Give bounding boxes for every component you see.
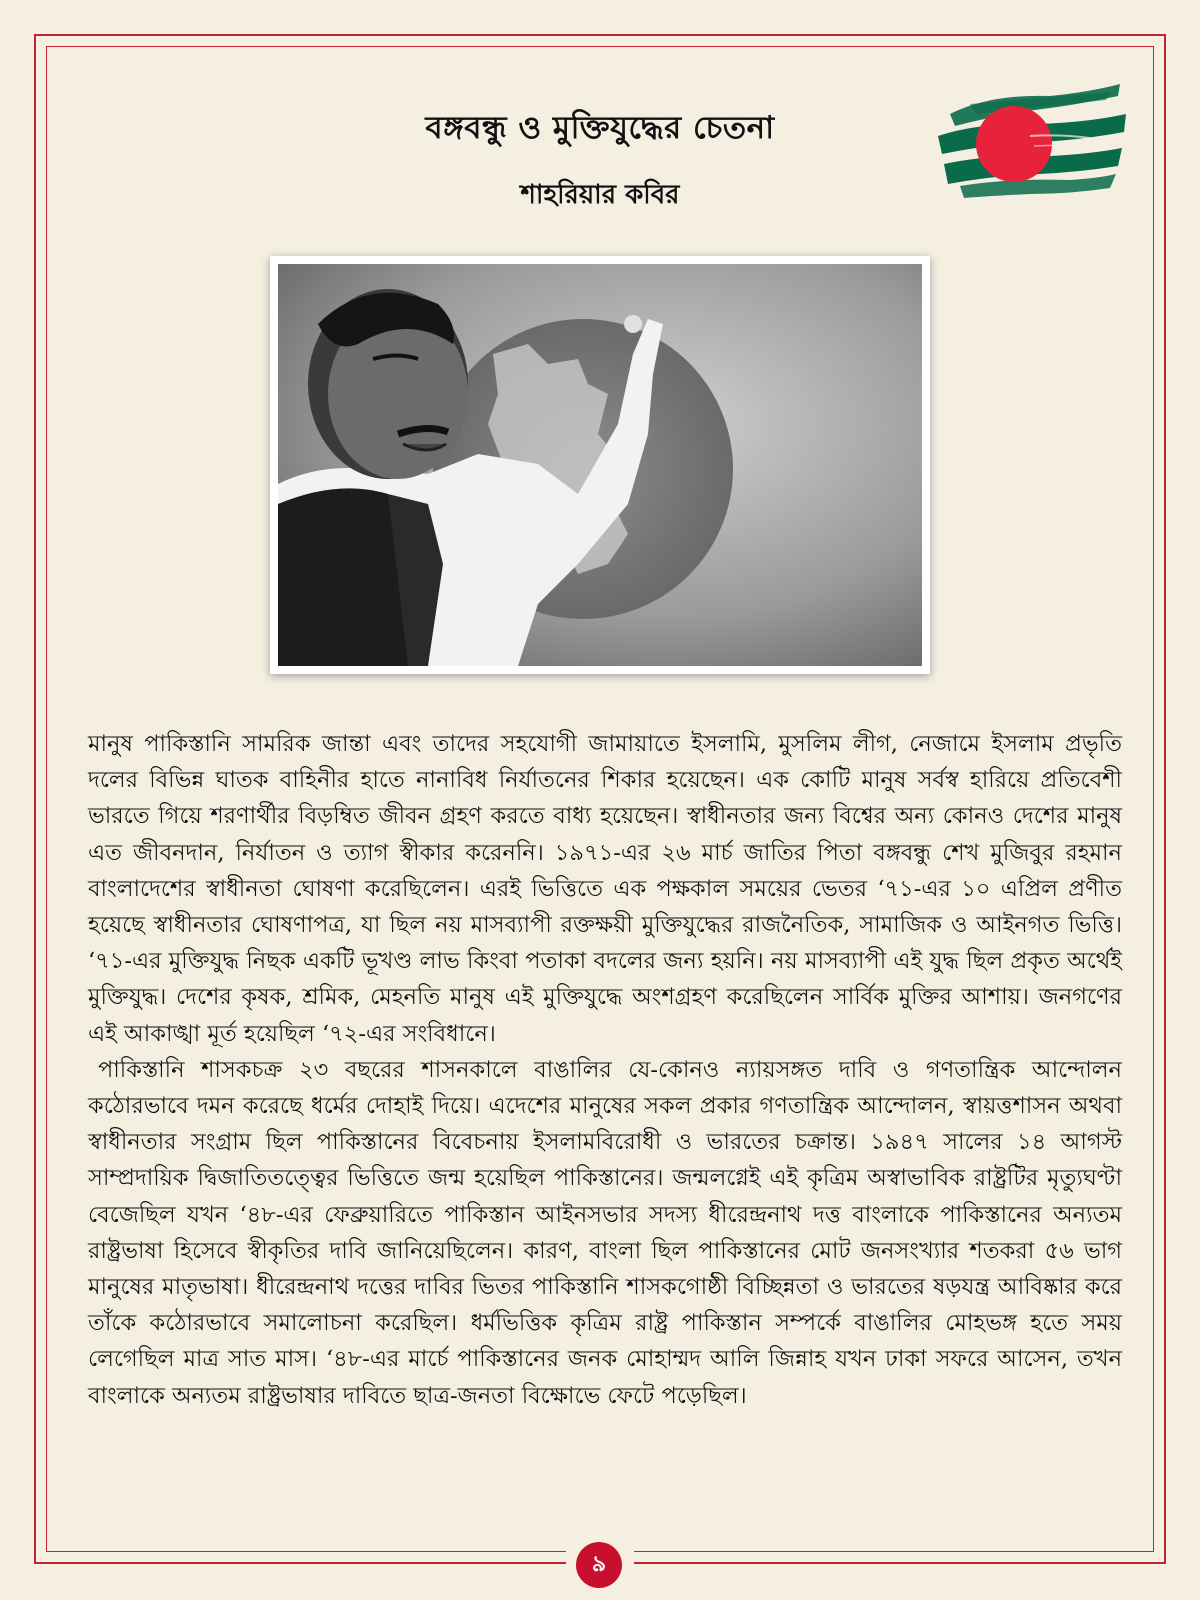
paragraph: মানুষ পাকিস্তানি সামরিক জান্তা এবং তাদের সহযোগী জামায়াতে ইসলামি, মুসলিম লীগ, নেজামে ইসলাম প্রভৃতি দলের বিভিন্ন ঘাতক বাহিনীর হাতে নানাবিধ নির্যাতনের শিকার হয়েছেন। এক কোটি মানুষ সর্বস্ব হারিয়ে প্রতিবেশী ভারতে গিয়ে শরণার্থীর বিড়ম্বিত জীবন গ্রহণ করতে বাধ্য হয়েছেন। স্বাধীনতার জন্য বিশ্বের অন্য কোনও দেশের মানুষ এত জীবনদান, নির্যাতন ও ত্যাগ স্বীকার করেননি। ১৯৭১-এর ২৬ মার্চ জাতির পিতা বঙ্গবন্ধু শেখ মুজিবুর রহমান বাংলাদেশের স্বাধীনতা ঘোষণা করেছিলেন। এরই ভিত্তিতে এক পক্ষকাল সময়ের ভেতর ‘৭১-এর ১০ এপ্রিল প্রণীত হয়েছে স্বাধীনতার ঘোষণাপত্র, যা ছিল নয় মাসব্যাপী রক্তক্ষয়ী মুক্তিযুদ্ধের রাজনৈতিক, সামাজিক ও আইনগত ভিত্তি। ‘৭১-এর মুক্তিযুদ্ধ নিছক একটি ভূখণ্ড লাভ কিংবা পতাকা বদলের জন্য হয়নি। নয় মাসব্যাপী এই যুদ্ধ ছিল প্রকৃত অর্থেই মুক্তিযুদ্ধ। দেশের কৃষক, শ্রমিক, মেহনতি মানুষ এই মুক্তিযুদ্ধে অংশগ্রহণ করেছিলেন সার্বিক মুক্তির আশায়। জনগণের এই আকাঙ্খা মূর্ত হয়েছিল ‘৭২-এর সংবিধানে। — [88, 731, 1122, 1047]
paragraph: পাকিস্তানি শাসকচক্র ২৩ বছরের শাসনকালে বাঙালির যে-কোনও ন্যায়সঙ্গত দাবি ও গণতান্ত্রিক আন্দোলন কঠোরভাবে দমন করেছে ধর্মের দোহাই দিয়ে। এদেশের মানুষের সকল প্রকার গণতান্ত্রিক আন্দোলন, স্বায়ত্তশাসন অথবা স্বাধীনতার সংগ্রাম ছিল পাকিস্তানের বিবেচনায় ইসলামবিরোধী ও ভারতের চক্রান্ত। ১৯৪৭ সালের ১৪ আগস্ট সাম্প্রদায়িক দ্বিজাতিতত্ত্বের ভিত্তিতে জন্ম হয়েছিল পাকিস্তানের। জন্মলগ্নেই এই কৃত্রিম অস্বাভাবিক রাষ্ট্রটির মৃত্যুঘণ্টা বেজেছিল যখন ‘৪৮-এর ফেব্রুয়ারিতে পাকিস্তান আইনসভার সদস্য ধীরেন্দ্রনাথ দত্ত বাংলাকে পাকিস্তানের অন্যতম রাষ্ট্রভাষা হিসেবে স্বীকৃতির দাবি জানিয়েছিলেন। কারণ, বাংলা ছিল পাকিস্তানের মোট জনসংখ্যার শতকরা ৫৬ ভাগ মানুষের মাতৃভাষা। ধীরেন্দ্রনাথ দত্তের দাবির ভিতর পাকিস্তানি শাসকগোষ্ঠী বিচ্ছিন্নতা ও ভারতের ষড়যন্ত্র আবিষ্কার করে তাঁকে কঠোরভাবে সমালোচনা করেছিল। ধর্মভিত্তিক কৃত্রিম রাষ্ট্র পাকিস্তান সম্পর্কে বাঙালির মোহভঙ্গ হতে সময় লেগেছিল মাত্র সাত মাস। ‘৪৮-এর মার্চে পাকিস্তানের জনক মোহাম্মদ আলি জিন্নাহ যখন ঢাকা সফরে আসেন, তখন বাংলাকে অন্যতম রাষ্ট্রভাষার দাবিতে ছাত্র-জনতা বিক্ষোভে ফেটে পড়েছিল। — [88, 1056, 1122, 1409]
article-author: শাহরিয়ার কবির — [520, 180, 680, 210]
photo-of-speaker-with-map — [278, 264, 922, 666]
bangladesh-flag-brush-icon — [930, 74, 1130, 204]
article-title: বঙ্গবন্ধু ও মুক্তিযুদ্ধের চেতনা — [425, 110, 775, 146]
page-number-badge: ৯ — [576, 1542, 622, 1588]
photo-frame — [270, 256, 930, 674]
article-body — [88, 726, 1122, 1414]
